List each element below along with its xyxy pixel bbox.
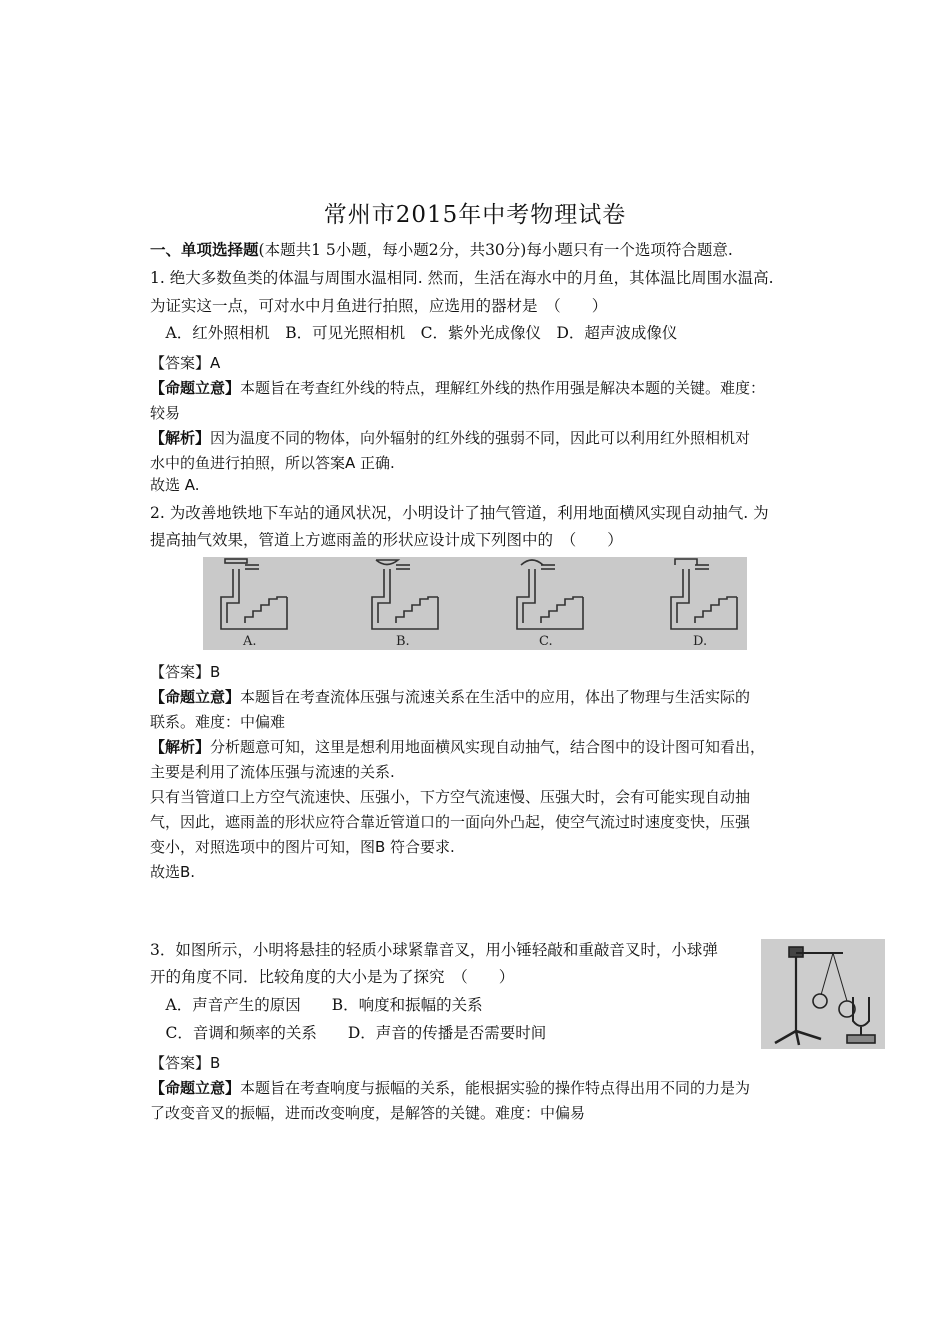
q2-analysis-line1 — [150, 737, 765, 757]
q3-stem-line1: 3．如图所示，小明将悬挂的轻质小球紧靠音叉，用小锤轻敲和重敲音叉时，小球弹 — [150, 941, 718, 959]
q2-answer: 【答案】B — [150, 663, 221, 681]
q3-intent-text: 本题旨在考查响度与振幅的关系，能根据实验的操作特点得出用不同的力是为 — [240, 1079, 751, 1097]
q3-options-line2: C．音调和频率的关系 D．声音的传播是否需要时间 — [150, 1024, 547, 1042]
q2-intent-line1 — [150, 687, 750, 707]
q1-intent-text: 本题旨在考查红外线的特点，理解红外线的热作用强是解决本题的关键。难度： — [240, 379, 766, 397]
q3-answer: 【答案】B — [150, 1054, 221, 1072]
staircase-icon — [541, 597, 583, 623]
rain-cover-arch-icon — [521, 560, 543, 565]
q3-intent-label: 【命题立意】 — [150, 1079, 241, 1097]
q1-answer: 【答案】A — [150, 354, 221, 372]
q2-intent-text: 本题旨在考查流体压强与流速关系在生活中的应用，体出了物理与生活实际的 — [240, 688, 751, 706]
q2-fig-label-d: D. — [693, 634, 708, 649]
rain-cover-bulge-icon — [376, 560, 398, 565]
q2-intent-line2: 联系。难度：中偏难 — [150, 713, 286, 731]
q1-stem-line1: 1. 绝大多数鱼类的体温与周围水温相同. 然而，生活在海水中的月鱼，其体温比周围水温高. — [150, 269, 774, 287]
q1-analysis-line1 — [150, 428, 750, 448]
string-icon — [821, 953, 833, 995]
section-head: 一、单项选择题 — [150, 240, 259, 259]
q1-options: A．红外照相机 B．可见光照相机 C．紫外光成像仪 D．超声波成像仪 — [150, 324, 678, 342]
q2-figure-svg — [203, 557, 747, 650]
fork-base-icon — [847, 1035, 875, 1043]
q1-analysis-line2: 水中的鱼进行拍照，所以答案A 正确. — [150, 454, 395, 472]
q2-figure-rain-cover-options — [203, 557, 747, 650]
rain-cover-bracket-icon — [675, 559, 697, 565]
section-heading — [150, 240, 733, 260]
q1-stem-line2: 为证实这一点，可对水中月鱼进行拍照，应选用的器材是 （ ） — [150, 297, 608, 315]
q3-stem-line2: 开的角度不同．比较角度的大小是为了探究 （ ） — [150, 968, 515, 986]
staircase-icon — [245, 597, 287, 623]
q1-intent-line1 — [150, 378, 765, 398]
q3-intent-line1 — [150, 1078, 750, 1098]
q3-figure-svg — [761, 939, 885, 1049]
q2-analysis-line2: 主要是利用了流体压强与流速的关系. — [150, 763, 395, 781]
q1-intent-label: 【命题立意】 — [150, 379, 241, 397]
staircase-icon — [695, 597, 737, 623]
q2-analysis-line5: 变小，对照选项中的图片可知，图B 符合要求. — [150, 838, 455, 856]
q3-intent-line2: 了改变音叉的振幅，进而改变响度，是解答的关键。难度：中偏易 — [150, 1104, 586, 1122]
q2-stem-line1: 2. 为改善地铁地下车站的通风状况，小明设计了抽气管道，利用地面横风实现自动抽气. 为 — [150, 504, 769, 522]
q1-intent-line2: 较易 — [150, 404, 181, 422]
q2-analysis-label: 【解析】 — [150, 738, 211, 756]
q2-stem-line2: 提高抽气效果，管道上方遮雨盖的形状应设计成下列图中的 （ ） — [150, 531, 623, 549]
staircase-icon — [396, 597, 438, 623]
q2-intent-label: 【命题立意】 — [150, 688, 241, 706]
q2-analysis-text: 分析题意可知，这里是想利用地面横风实现自动抽气，结合图中的设计图可知看出， — [210, 738, 766, 756]
stand-leg-icon — [796, 1031, 821, 1039]
rain-cover-flat-icon — [225, 559, 247, 563]
q1-analysis-label: 【解析】 — [150, 429, 211, 447]
q2-analysis-line4: 气，因此，遮雨盖的形状应符合靠近管道口的一面向外凸起，使空气流过时速度变快，压强 — [150, 813, 751, 831]
string-icon — [833, 953, 847, 1001]
q3-options-line1: A．声音产生的原因 B．响度和振幅的关系 — [150, 996, 483, 1014]
ball-icon — [813, 994, 827, 1008]
q2-fig-label-b: B. — [396, 634, 410, 649]
q2-fig-label-c: C. — [539, 634, 553, 649]
q1-analysis-text: 因为温度不同的物体，向外辐射的红外线的强弱不同，因此可以利用红外照相机对 — [210, 429, 751, 447]
page-title: 常州市2015年中考物理试卷 — [323, 202, 627, 228]
q3-figure-tuning-fork — [761, 939, 885, 1049]
section-rest: (本题共1 5小题，每小题2分，共30分)每小题只有一个选项符合题意. — [258, 241, 733, 259]
stand-leg-icon — [775, 1031, 796, 1043]
q1-conclusion: 故选 A. — [150, 476, 200, 494]
q2-conclusion: 故选B. — [150, 863, 196, 881]
q2-fig-label-a: A. — [243, 634, 257, 649]
q2-analysis-line3: 只有当管道口上方空气流速快、压强小，下方空气流速慢、压强大时，会有可能实现自动抽 — [150, 788, 751, 806]
